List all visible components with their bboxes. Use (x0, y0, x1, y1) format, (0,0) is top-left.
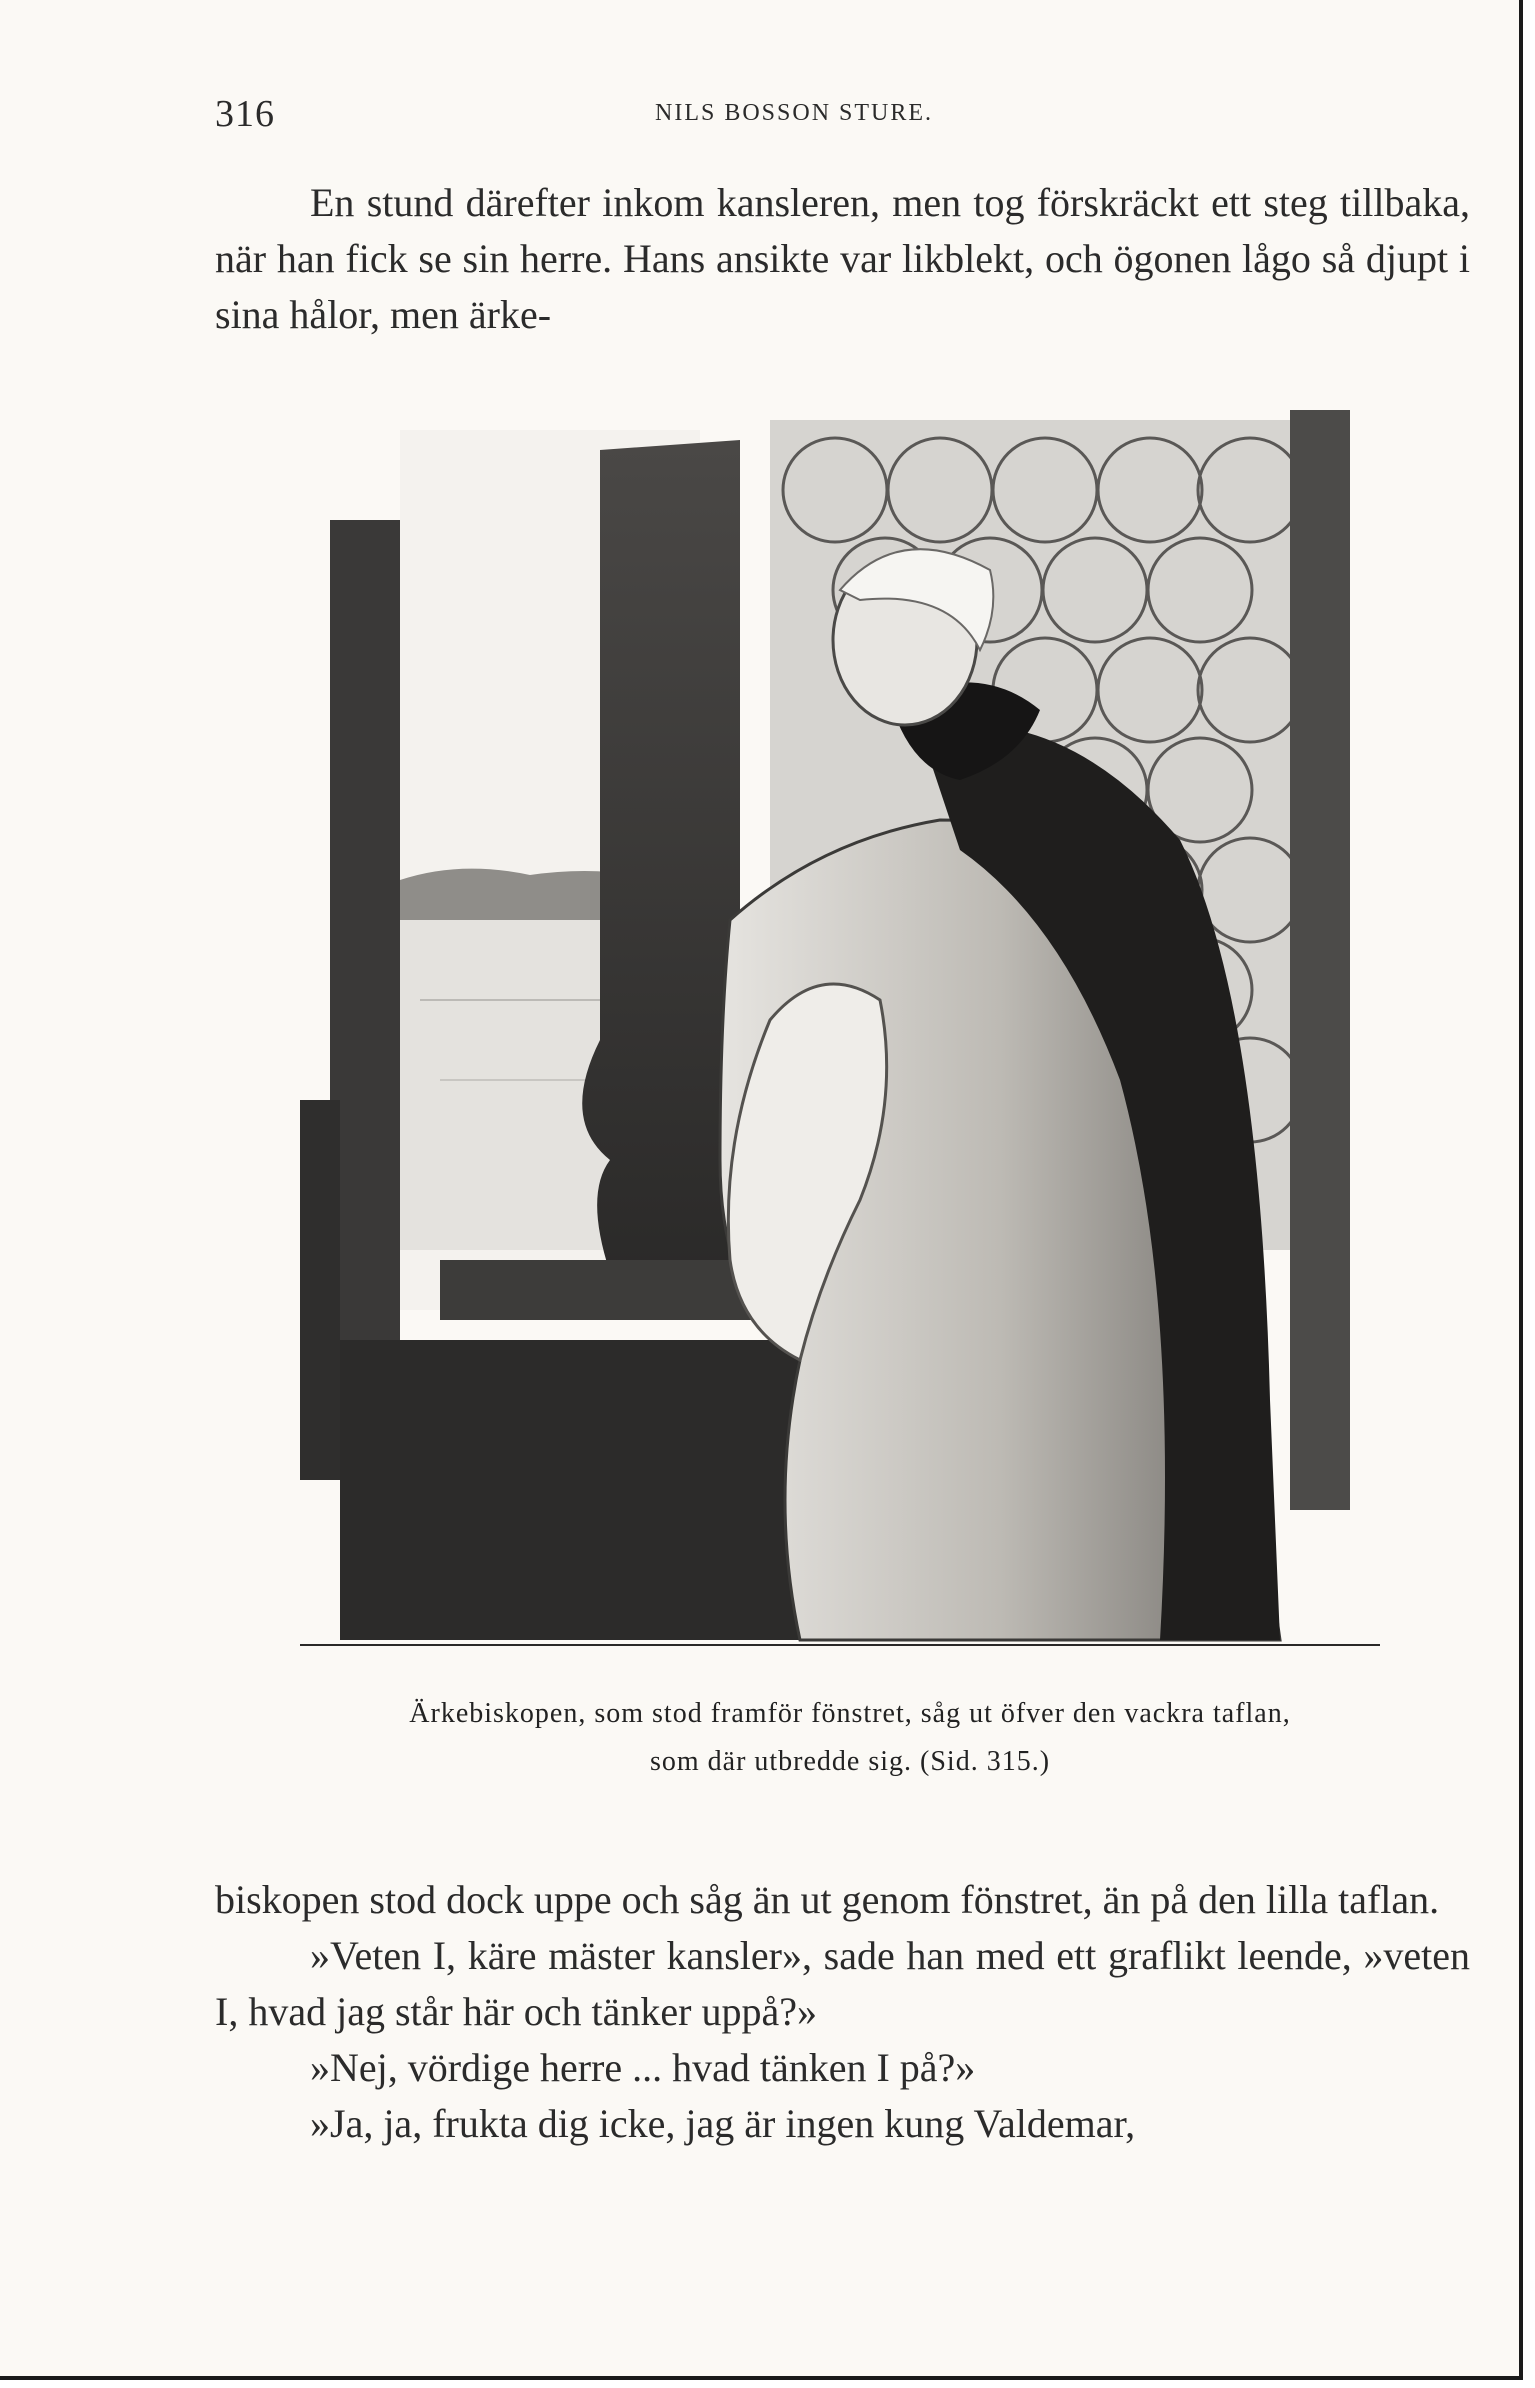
text-block-bottom (215, 1872, 1470, 2152)
page-number: 316 (215, 93, 275, 135)
paragraph: »Ja, ja, frukta dig icke, jag är ingen kung Valdemar, (310, 2101, 1136, 2146)
text-block-top (215, 175, 1470, 343)
paragraph: »Nej, vördige herre ... hvad tänken I på?» (310, 2045, 976, 2090)
page-header (215, 92, 1415, 135)
caption-line: som där utbredde sig. (Sid. 315.) (649, 1746, 1051, 1777)
paragraph: biskopen stod dock uppe och såg än ut genom fönstret, än på den lilla taflan. (215, 1877, 1440, 1922)
paragraph: »Veten I, käre mäster kansler», sade han med ett graflikt leende, »veten I, hvad jag står här och tänker uppå?» (215, 1933, 1470, 2034)
caption-line: Ärkebiskopen, som stod framför fönstret, såg ut öfver den vackra taflan, (409, 1698, 1291, 1729)
paragraph: En stund därefter inkom kansleren, men tog förskräckt ett steg tillbaka, när han fick se sin herre. Hans ansikte var likblekt, och ögonen lågo så djupt i sina hålor, men ärke- (215, 180, 1470, 337)
illustration-caption (250, 1690, 1450, 1786)
running-head: NILS BOSSON STURE. (655, 100, 934, 126)
illustration-archbishop-at-window (300, 400, 1380, 1650)
illustration-drawing (300, 400, 1380, 1650)
